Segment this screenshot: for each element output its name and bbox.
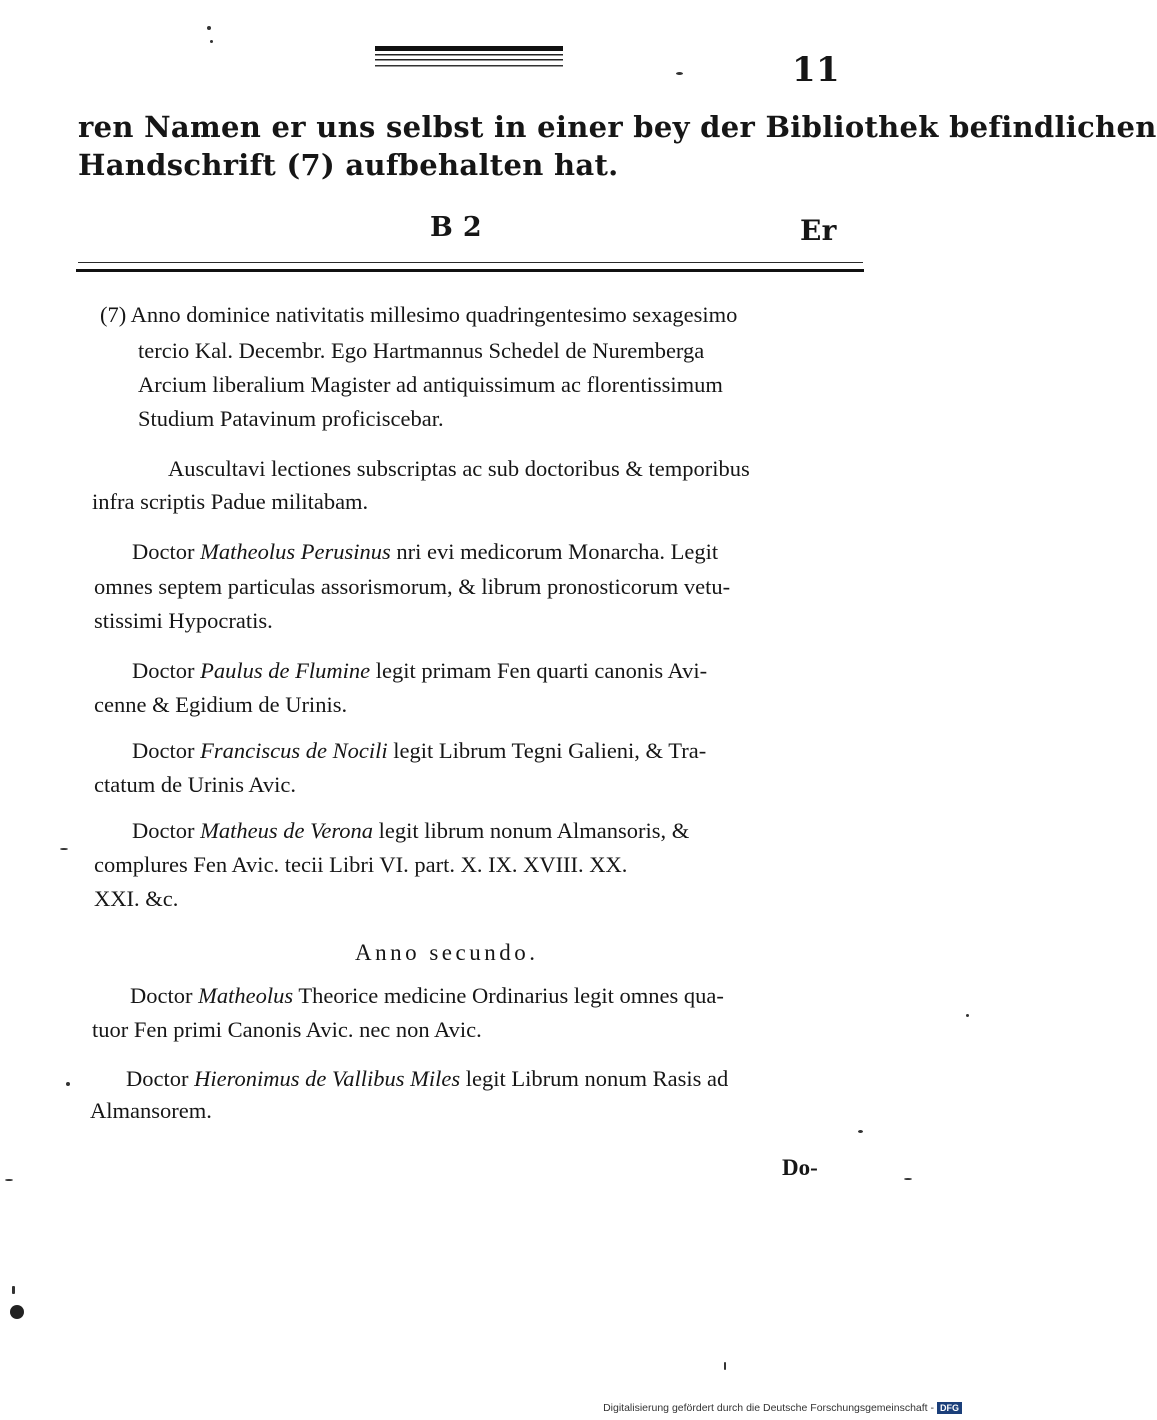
scan-speck [210, 40, 213, 43]
entry-6-line-1: Doctor Hieronimus de Vallibus Miles legit Librum nonum Rasis ad [126, 1066, 729, 1091]
entry-2-line-1: Doctor Paulus de Flumine legit primam Fen quarti canonis Avi- [132, 658, 708, 683]
footnote-p2-line-1: Auscultavi lectiones subscriptas ac sub doctoribus & temporibus [168, 456, 750, 481]
scan-speck [12, 1286, 15, 1294]
catchword-top: Er [800, 214, 837, 247]
entry-1-line-2: omnes septem particulas assorismorum, & librum pronosticorum vetu- [94, 574, 731, 599]
entry-5-line-2: tuor Fen primi Canonis Avic. nec non Avic. [92, 1017, 482, 1042]
scan-speck [5, 1179, 13, 1181]
entry-3-line-2: ctatum de Urinis Avic. [94, 772, 297, 797]
doctor-name-2: Paulus de Flumine [200, 658, 371, 683]
entry-2-line-2: cenne & Egidium de Urinis. [94, 692, 348, 717]
footnote-intro-line-1: (7) Anno dominice nativitatis millesimo quadringentesimo sexagesimo [100, 302, 738, 327]
digitization-credit [603, 1402, 962, 1414]
section-heading: Anno secundo. [355, 940, 539, 965]
scan-speck [724, 1362, 726, 1370]
main-text-line-1: ren Namen er uns selbst in einer bey der Bibliothek befindlichen [78, 110, 1157, 144]
scan-speck [60, 848, 68, 850]
scan-speck [207, 26, 211, 30]
credit-text: Digitalisierung gefördert durch die Deutsche Forschungsgemeinschaft - [603, 1402, 934, 1414]
scan-speck [676, 72, 683, 75]
entry-5-line-1: Doctor Matheolus Theorice medicine Ordinarius legit omnes qua- [130, 983, 724, 1008]
footnote-intro-line-4: Studium Patavinum proficiscebar. [138, 406, 444, 431]
entry-1-line-3: stissimi Hypocratis. [94, 608, 273, 633]
scan-speck [966, 1014, 969, 1017]
scan-speck [904, 1178, 912, 1180]
scan-speck [10, 1305, 24, 1319]
catchword-bottom: Do- [782, 1155, 818, 1180]
header-ornament [375, 44, 565, 70]
dfg-logo: DFG [937, 1402, 962, 1414]
doctor-name-4: Matheus de Verona [200, 818, 373, 843]
footnote-rule-thick [76, 269, 864, 272]
footnote-intro-line-3: Arcium liberalium Magister ad antiquissimum ac florentissimum [138, 372, 723, 397]
entry-4-line-3: XXI. &c. [94, 886, 179, 911]
footnote-p2-line-2: infra scriptis Padue militabam. [92, 489, 369, 514]
main-text-line-2: Handschrift (7) aufbehalten hat. [78, 148, 619, 182]
entry-6-line-2: Almansorem. [90, 1098, 212, 1123]
scan-speck [66, 1082, 70, 1086]
signature-mark: B 2 [430, 212, 482, 243]
entry-4-line-1: Doctor Matheus de Verona legit librum nonum Almansoris, & [132, 818, 690, 843]
doctor-name-6: Hieronimus de Vallibus Miles [194, 1066, 461, 1091]
entry-3-line-1: Doctor Franciscus de Nocili legit Librum Tegni Galieni, & Tra- [132, 738, 707, 763]
footnote-intro-line-2: tercio Kal. Decembr. Ego Hartmannus Schedel de Nuremberga [138, 338, 705, 363]
doctor-name-1: Matheolus Perusinus [200, 539, 391, 564]
footnote-rule-thin [78, 262, 863, 263]
doctor-name-3: Franciscus de Nocili [200, 738, 388, 763]
scan-speck [858, 1130, 863, 1133]
doctor-name-5: Matheolus [198, 983, 294, 1008]
entry-4-line-2: complures Fen Avic. tecii Libri VI. part. X. IX. XVIII. XX. [94, 852, 628, 877]
entry-1-line-1: Doctor Matheolus Perusinus nri evi medicorum Monarcha. Legit [132, 539, 719, 564]
page-number: 11 [792, 50, 840, 90]
